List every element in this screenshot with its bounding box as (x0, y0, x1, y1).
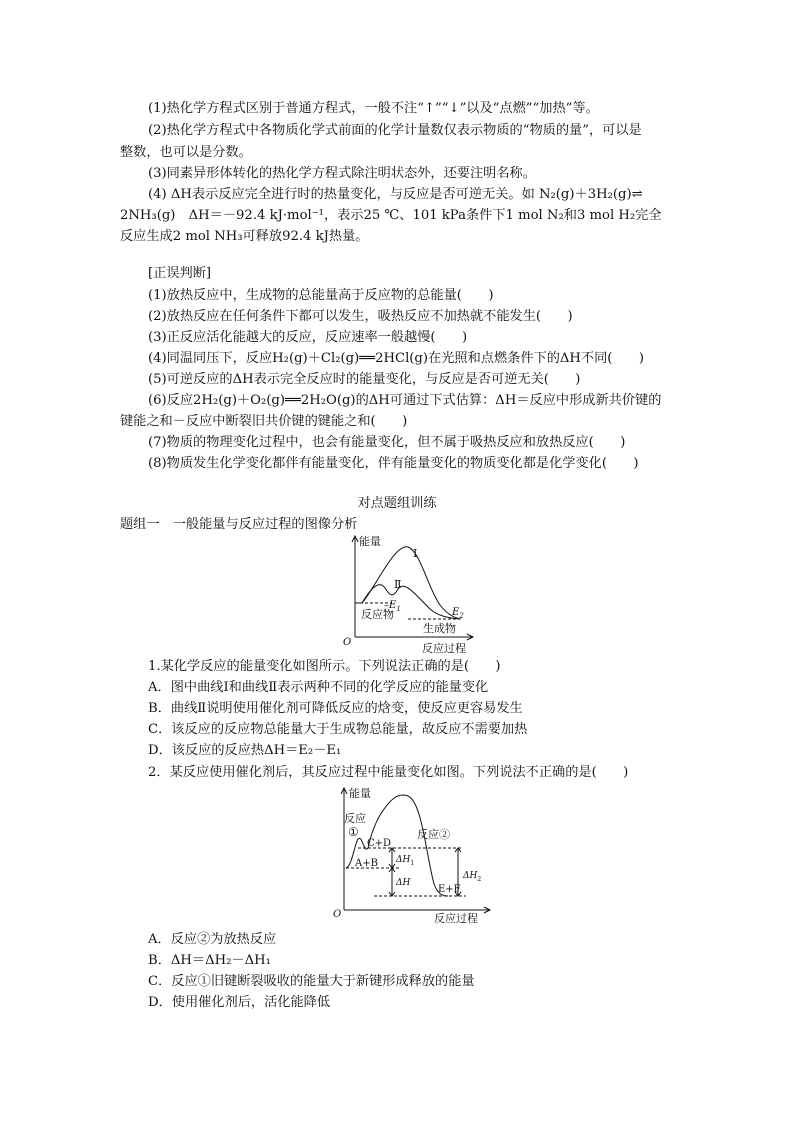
note-2-cont: 整数，也可以是分数。 (120, 145, 252, 160)
note-4: (4) ΔH表示反应完全进行时的热量变化，与反应是否可逆无关。如 N₂(g)＋3H₂(g)⇌ (148, 187, 643, 202)
q2-option-d: D．使用催化剂后，活化能降低 (148, 995, 331, 1010)
q2-stem: 2．某反应使用催化剂后，其反应过程中能量变化如图。下列说法不正确的是( ) (148, 765, 629, 780)
fig2-x-label: 反应过程 (434, 912, 478, 924)
fig2-ef-label: E+F (438, 884, 461, 895)
fig1-product-label: 生成物 (423, 622, 456, 635)
q2-option-c: C．反应①旧键断裂吸收的能量大于新键形成释放的能量 (148, 974, 475, 989)
fig1-curve-1-label: Ⅰ (413, 547, 418, 560)
judgment-item-3: (3)正反应活化能越大的反应，反应速率一般越慢( ) (148, 330, 468, 345)
fig2-dh2-label: $\Delta H_2$ (463, 871, 482, 883)
judgment-item-2: (2)放热反应在任何条件下都可以发生，吸热反应不加热就不能发生( ) (148, 309, 573, 324)
fig1-e2-label: $E_2$ (452, 607, 464, 620)
fig2-dh-label: ΔH (396, 878, 411, 888)
fig2-cd-label: C+D (367, 838, 392, 849)
judgment-item-1: (1)放热反应中，生成物的总能量高于反应物的总能量( ) (148, 288, 494, 303)
q1-option-d: D．该反应的反应热ΔH＝E₂－E₁ (148, 743, 342, 758)
fig1-origin: O (343, 637, 352, 648)
q1-stem: 1.某化学反应的能量变化如图所示。下列说法正确的是( ) (148, 659, 501, 674)
fig2-origin: O (333, 909, 342, 920)
note-2: (2)热化学方程式中各物质化学式前面的化学计量数仅表示物质的“物质的量”，可以是 (148, 123, 642, 138)
judgment-item-4: (4)同温同压下，反应H₂(g)＋Cl₂(g)══2HCl(g)在光照和点燃条件下的ΔH不同( ) (148, 351, 644, 366)
figure-1-energy-diagram (340, 533, 480, 655)
judgment-item-7: (7)物质的物理变化过程中，也会有能量变化，但不属于吸热反应和放热反应( ) (148, 435, 626, 450)
fig2-dh1-label: $\Delta H_1$ (396, 855, 415, 867)
judgment-title: [正误判断] (148, 266, 212, 281)
judgment-item-5: (5)可逆反应的ΔH表示完全反应时的能量变化，与反应是否可逆无关( ) (148, 372, 581, 387)
group-title: 题组一 一般能量与反应过程的图像分析 (120, 517, 358, 532)
fig2-reaction1-label-a: 反应 (344, 812, 366, 825)
note-1: (1)热化学方程式区别于普通方程式，一般不注“↑”“↓”以及“点燃”“加热”等。 (148, 101, 599, 116)
q1-option-c: C．该反应的反应物总能量大于生成物总能量，故反应不需要加热 (148, 722, 528, 737)
judgment-item-6: (6)反应2H₂(g)＋O₂(g)══2H₂O(g)的ΔH可通过下式估算：ΔH＝反应中形成新共价键的 (148, 393, 662, 408)
judgment-item-6-cont: 键能之和－反应中断裂旧共价键的键能之和( ) (120, 414, 408, 429)
section-title: 对点题组训练 (357, 496, 437, 511)
fig1-reactant-label: 反应物 (361, 608, 394, 621)
fig2-reaction1-label-b: ① (348, 825, 359, 839)
figure-2-energy-diagram (330, 784, 500, 924)
q2-option-a: A．反应②为放热反应 (148, 932, 277, 947)
fig2-y-label: 能量 (349, 787, 371, 800)
fig1-x-label: 反应过程 (422, 642, 466, 655)
fig2-ab-label: A+B (355, 858, 378, 869)
q1-option-a: A．图中曲线Ⅰ和曲线Ⅱ表示两种不同的化学反应的能量变化 (148, 680, 489, 695)
fig1-e1-label: $-E_1$ (384, 600, 401, 613)
fig1-y-label: 能量 (359, 535, 381, 548)
judgment-item-8: (8)物质发生化学变化都伴有能量变化，伴有能量变化的物质变化都是化学变化( ) (148, 456, 639, 471)
note-4-cont1: 2NH₃(g) ΔH＝－92.4 kJ·mol⁻¹，表示25 ℃、101 kPa条件下1 mol N₂和3 mol H₂完全 (120, 208, 662, 223)
fig1-curve-2-label: Ⅱ (394, 578, 402, 591)
note-4-cont2: 反应生成2 mol NH₃可释放92.4 kJ热量。 (120, 229, 369, 244)
q2-option-b: B．ΔH＝ΔH₂－ΔH₁ (148, 953, 271, 968)
q1-option-b: B．曲线Ⅱ说明使用催化剂可降低反应的焓变，使反应更容易发生 (148, 701, 523, 716)
fig2-reaction2-label: 反应② (417, 828, 450, 841)
note-3: (3)同素异形体转化的热化学方程式除注明状态外，还要注明名称。 (148, 166, 536, 181)
